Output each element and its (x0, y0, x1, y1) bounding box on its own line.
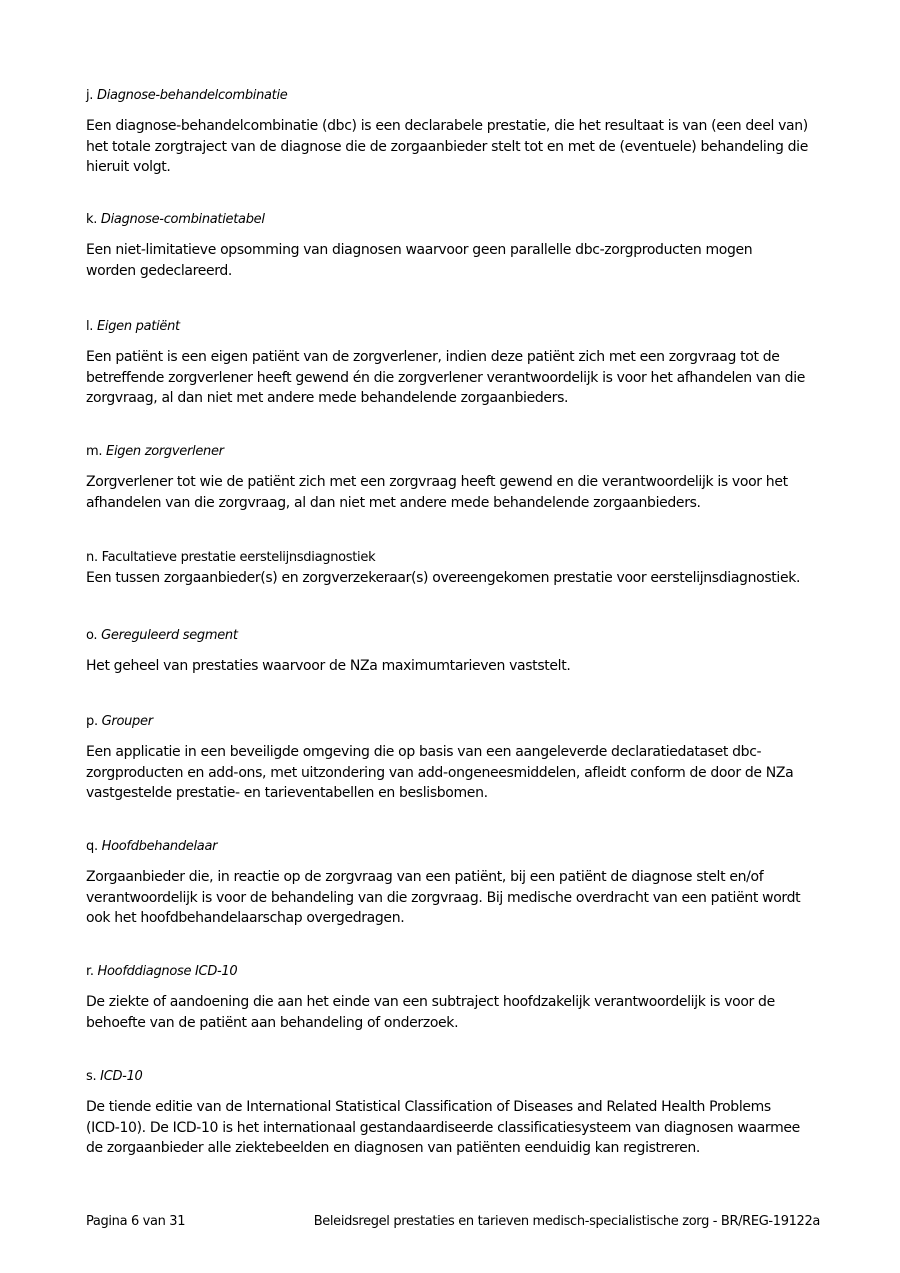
text-line: De ziekte of aandoening die aan het einde van een subtraject hoofdzakelijk verantwoordelijk is voor de (86, 994, 775, 1010)
definition-text (86, 867, 820, 929)
definition-k (86, 210, 820, 281)
definition-text (86, 116, 820, 178)
definition-title: Hoofdbehandelaar (101, 839, 218, 854)
definition-title: Diagnose-behandelcombinatie (97, 88, 288, 103)
text-line: worden gedeclareerd. (86, 262, 233, 279)
definition-text (86, 656, 820, 677)
definition-letter: o. (86, 628, 98, 643)
definition-title: Diagnose-combinatietabel (100, 212, 265, 227)
definition-title: Gereguleerd segment (101, 628, 238, 643)
definition-heading (86, 442, 820, 462)
definition-letter: p. (86, 714, 98, 729)
definition-m (86, 442, 820, 513)
text-line: Een patiënt is een eigen patiënt van de zorgverlener, indien deze patiënt zich met een zorgvraag tot de (86, 349, 780, 365)
definition-text (86, 1097, 820, 1159)
definition-text (86, 472, 820, 513)
definition-title: Eigen zorgverlener (106, 444, 224, 459)
definition-title: Hoofddiagnose ICD-10 (97, 964, 238, 979)
definition-letter: k. (86, 212, 98, 227)
definition-heading (86, 210, 820, 230)
text-line: Zorgverlener tot wie de patiënt zich met een zorgvraag heeft gewend en die verantwoordelijk is voor het (86, 474, 788, 490)
text-line: hieruit volgt. (86, 159, 171, 175)
page-number: Pagina 6 van 31 (86, 1214, 186, 1229)
definition-letter: q. (86, 839, 98, 854)
definition-l (86, 317, 820, 409)
definition-text (86, 240, 820, 281)
definition-text (86, 347, 820, 409)
definition-letter: r. (86, 964, 94, 979)
text-line: verantwoordelijk is voor de behandeling van die zorgvraag. Bij medische overdracht van een patiënt wordt (86, 889, 801, 906)
definition-o (86, 626, 820, 677)
definition-title: Facultatieve prestatie eerstelijnsdiagnostiek (101, 550, 376, 565)
definition-letter: s. (86, 1069, 97, 1084)
text-line: ook het hoofdbehandelaarschap overgedragen. (86, 910, 405, 926)
definition-text (86, 992, 820, 1033)
text-line: Een niet-limitatieve opsomming van diagnosen waarvoor geen parallelle dbc-zorgproducten mogen (86, 242, 753, 258)
text-line: zorgvraag, al dan niet met andere mede behandelende zorgaanbieders. (86, 390, 569, 406)
definition-title: Grouper (101, 714, 153, 729)
text-line: het totale zorgtraject van de diagnose die de zorgaanbieder stelt tot en met de (eventuele) behandeling die (86, 138, 808, 155)
text-line: De tiende editie van de International Statistical Classification of Diseases and Related Health Problems (86, 1099, 771, 1115)
text-line: (ICD-10). De ICD-10 is het internationaal gestandaardiseerde classificatiesysteem van diagnosen waarmee (86, 1119, 800, 1136)
definition-heading (86, 86, 820, 106)
definition-heading (86, 837, 820, 857)
definition-letter: m. (86, 444, 103, 459)
definition-text (86, 568, 820, 589)
text-line: zorgproducten en add-ons, met uitzondering van add-ongeneesmiddelen, afleidt conform de door de NZa (86, 764, 794, 781)
document-reference: Beleidsregel prestaties en tarieven medisch-specialistische zorg - BR/REG-19122a (313, 1214, 820, 1229)
definition-p (86, 712, 820, 804)
definition-text (86, 742, 820, 804)
definition-q (86, 837, 820, 929)
definition-letter: n. (86, 550, 98, 565)
definition-title: Eigen patiënt (97, 319, 180, 334)
definition-j (86, 86, 820, 178)
text-line: Het geheel van prestaties waarvoor de NZa maximumtarieven vaststelt. (86, 658, 571, 674)
definition-heading (86, 626, 820, 646)
text-line: Een diagnose-behandelcombinatie (dbc) is een declarabele prestatie, die het resultaat is van (een deel van) (86, 118, 808, 134)
text-line: vastgestelde prestatie- en tarieventabellen en beslisbomen. (86, 785, 488, 801)
text-line: behoefte van de patiënt aan behandeling of onderzoek. (86, 1014, 459, 1031)
definition-heading (86, 548, 820, 568)
definition-heading (86, 712, 820, 732)
definition-letter: l. (86, 319, 94, 334)
text-line: afhandelen van die zorgvraag, al dan niet met andere mede behandelende zorgaanbieders. (86, 494, 701, 511)
text-line: betreffende zorgverlener heeft gewend én die zorgverlener verantwoordelijk is voor het afhandelen van die (86, 369, 806, 386)
definition-heading (86, 317, 820, 337)
text-line: Een applicatie in een beveiligde omgeving die op basis van een aangeleverde declaratiedataset dbc- (86, 744, 762, 760)
text-line: Een tussen zorgaanbieder(s) en zorgverzekeraar(s) overeengekomen prestatie voor eerstelijnsdiagnostiek. (86, 570, 801, 586)
definition-n (86, 548, 820, 589)
definition-heading (86, 1067, 820, 1087)
definition-heading (86, 962, 820, 982)
text-line: Zorgaanbieder die, in reactie op de zorgvraag van een patiënt, bij een patiënt de diagnose stelt en/of (86, 869, 764, 885)
text-line: de zorgaanbieder alle ziektebeelden en diagnosen van patiënten eenduidig kan registreren. (86, 1140, 701, 1156)
definition-s (86, 1067, 820, 1159)
definition-r (86, 962, 820, 1033)
definition-title: ICD-10 (100, 1069, 143, 1084)
definition-letter: j. (86, 88, 94, 103)
